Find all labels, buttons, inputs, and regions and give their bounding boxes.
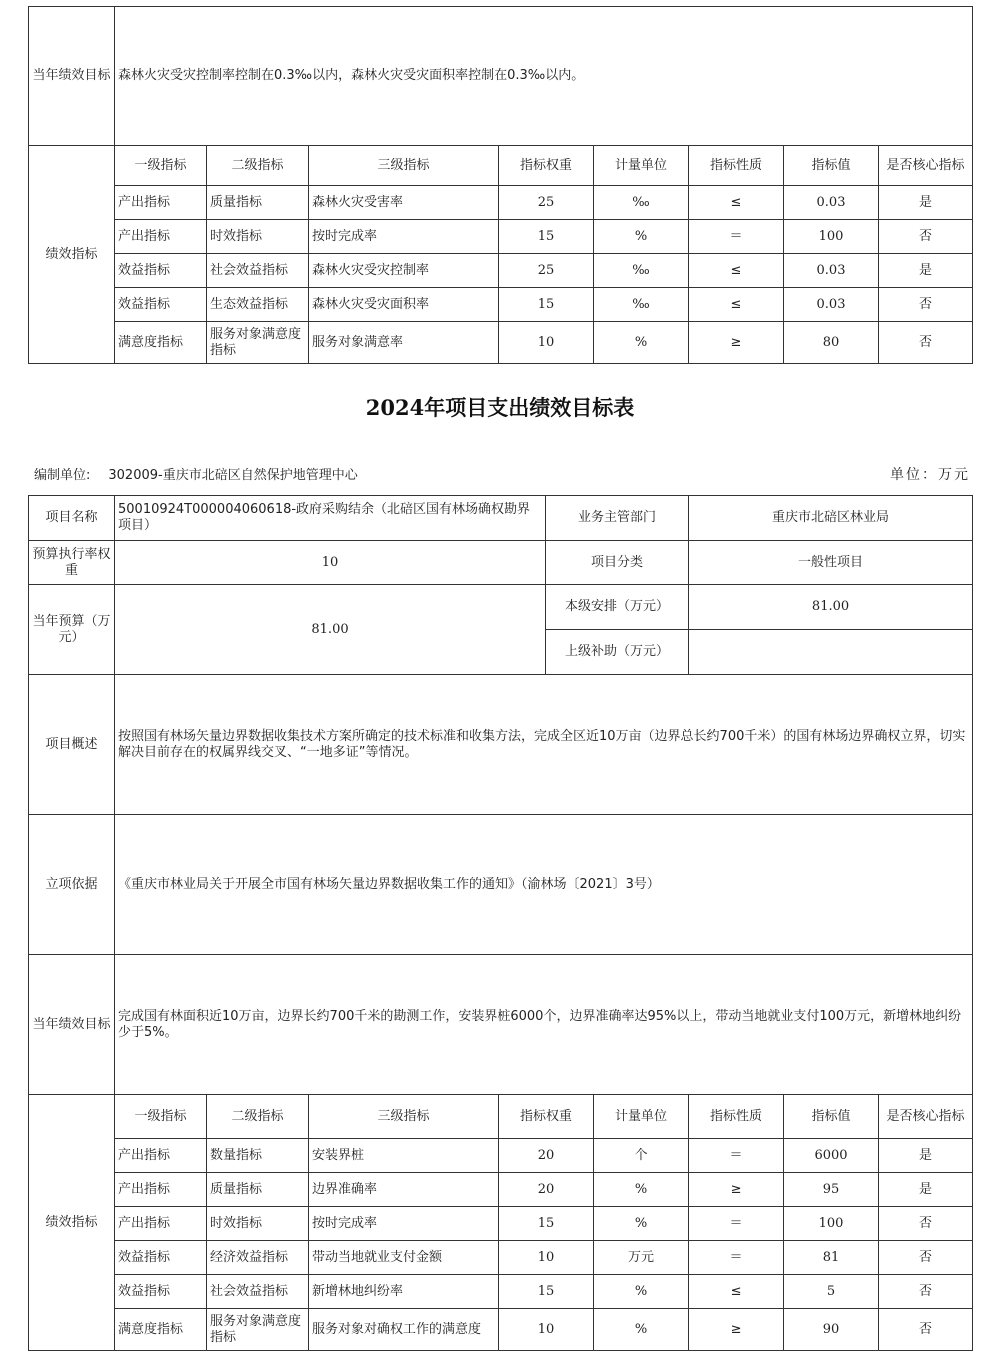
cell-nature: ≥	[689, 1309, 784, 1351]
cell-unit: 万元	[594, 1241, 689, 1275]
cell-level3: 森林火灾受灾控制率	[309, 254, 499, 288]
local-label: 本级安排（万元）	[546, 585, 689, 630]
cell-core: 否	[879, 1275, 973, 1309]
header-nature: 指标性质	[689, 146, 784, 186]
goal-label: 当年绩效目标	[29, 7, 115, 146]
header-unit: 计量单位	[594, 146, 689, 186]
cell-level3: 服务对象对确权工作的满意度	[309, 1309, 499, 1351]
dept-value: 重庆市北碚区林业局	[689, 496, 973, 541]
header-value: 指标值	[784, 146, 879, 186]
category-value: 一般性项目	[689, 541, 973, 585]
cell-nature: ≥	[689, 1173, 784, 1207]
table-row	[29, 322, 973, 364]
cell-core: 否	[879, 1207, 973, 1241]
cell-level2: 经济效益指标	[207, 1241, 309, 1275]
header-nature: 指标性质	[689, 1095, 784, 1139]
page-title: 2024年项目支出绩效目标表	[365, 395, 635, 420]
cell-level3: 按时完成率	[309, 220, 499, 254]
cell-level1: 效益指标	[115, 254, 207, 288]
header-level2: 二级指标	[207, 146, 309, 186]
project-table	[28, 495, 973, 1351]
table-row	[29, 186, 973, 220]
cell-core: 是	[879, 254, 973, 288]
org-value: 302009-重庆市北碚区自然保护地管理中心	[108, 468, 358, 483]
cell-unit: ‰	[594, 254, 689, 288]
cell-level1: 满意度指标	[115, 1309, 207, 1351]
cell-weight: 25	[499, 186, 594, 220]
cell-nature: ＝	[689, 1207, 784, 1241]
overview-label: 项目概述	[29, 675, 115, 815]
cell-level3: 森林火灾受灾面积率	[309, 288, 499, 322]
cell-core: 是	[879, 1173, 973, 1207]
cell-level3: 森林火灾受害率	[309, 186, 499, 220]
cell-value: 6000	[784, 1139, 879, 1173]
basis-label: 立项依据	[29, 815, 115, 955]
org-line	[34, 464, 358, 483]
table-row	[29, 220, 973, 254]
cell-level2: 数量指标	[207, 1139, 309, 1173]
cell-level3: 边界准确率	[309, 1173, 499, 1207]
cell-nature: ＝	[689, 220, 784, 254]
header-level3: 三级指标	[309, 146, 499, 186]
cell-value: 100	[784, 1207, 879, 1241]
cell-weight: 20	[499, 1173, 594, 1207]
cell-unit: %	[594, 1275, 689, 1309]
cell-level3: 带动当地就业支付金额	[309, 1241, 499, 1275]
cell-unit: %	[594, 220, 689, 254]
org-label: 编制单位:	[34, 468, 91, 483]
cell-level2: 社会效益指标	[207, 1275, 309, 1309]
cell-value: 0.03	[784, 288, 879, 322]
table-row	[29, 288, 973, 322]
cell-unit: %	[594, 1173, 689, 1207]
cell-nature: ≤	[689, 1275, 784, 1309]
cell-unit: 个	[594, 1139, 689, 1173]
cell-core: 否	[879, 322, 973, 364]
cell-weight: 15	[499, 1207, 594, 1241]
cell-weight: 15	[499, 220, 594, 254]
header-weight: 指标权重	[499, 146, 594, 186]
cell-level2: 质量指标	[207, 186, 309, 220]
cell-value: 90	[784, 1309, 879, 1351]
cell-core: 是	[879, 186, 973, 220]
cell-value: 80	[784, 322, 879, 364]
cell-level1: 效益指标	[115, 1275, 207, 1309]
cell-level1: 产出指标	[115, 1139, 207, 1173]
cell-nature: ≤	[689, 186, 784, 220]
cell-level1: 产出指标	[115, 186, 207, 220]
table-row	[29, 254, 973, 288]
header-level1: 一级指标	[115, 146, 207, 186]
cell-unit: %	[594, 1309, 689, 1351]
table-row	[29, 1241, 973, 1275]
upper-value	[689, 630, 973, 675]
cell-level1: 产出指标	[115, 220, 207, 254]
cell-level2: 时效指标	[207, 220, 309, 254]
cell-core: 否	[879, 1241, 973, 1275]
goal-text: 完成国有林面积近10万亩，边界长约700千米的勘测工作，安装界桩6000个，边界准确率达95%以上，带动当地就业支付100万元，新增林地纠纷少于5%。	[115, 955, 973, 1095]
table-row	[29, 1173, 973, 1207]
cell-level1: 效益指标	[115, 288, 207, 322]
project-name-label: 项目名称	[29, 496, 115, 541]
table-row	[29, 1139, 973, 1173]
cell-level3: 服务对象满意率	[309, 322, 499, 364]
cell-level2: 生态效益指标	[207, 288, 309, 322]
perf-label: 绩效指标	[29, 146, 115, 364]
cell-level3: 安装界桩	[309, 1139, 499, 1173]
cell-level1: 效益指标	[115, 1241, 207, 1275]
cell-value: 0.03	[784, 186, 879, 220]
cell-level1: 产出指标	[115, 1207, 207, 1241]
cell-value: 95	[784, 1173, 879, 1207]
weight-value: 10	[115, 541, 546, 585]
table-row	[29, 1275, 973, 1309]
local-value: 81.00	[689, 585, 973, 630]
cell-level2: 服务对象满意度指标	[207, 1309, 309, 1351]
cell-level1: 满意度指标	[115, 322, 207, 364]
cell-weight: 15	[499, 288, 594, 322]
perf-label: 绩效指标	[29, 1095, 115, 1351]
header-level2: 二级指标	[207, 1095, 309, 1139]
cell-value: 81	[784, 1241, 879, 1275]
goal-text: 森林火灾受灾控制率控制在0.3‰以内，森林火灾受灾面积率控制在0.3‰以内。	[115, 7, 973, 146]
header-value: 指标值	[784, 1095, 879, 1139]
cell-level2: 社会效益指标	[207, 254, 309, 288]
basis-text: 《重庆市林业局关于开展全市国有林场矢量边界数据收集工作的通知》（渝林场〔2021〕3号）	[115, 815, 973, 955]
cell-unit: ‰	[594, 186, 689, 220]
upper-label: 上级补助（万元）	[546, 630, 689, 675]
cell-nature: ＝	[689, 1241, 784, 1275]
table-row	[29, 1207, 973, 1241]
cell-value: 100	[784, 220, 879, 254]
cell-nature: ≤	[689, 254, 784, 288]
cell-weight: 10	[499, 1309, 594, 1351]
table-row	[29, 1309, 973, 1351]
project-name-value: 50010924T000004060618-政府采购结余（北碚区国有林场确权勘界项目）	[115, 496, 546, 541]
cell-level3: 按时完成率	[309, 1207, 499, 1241]
cell-value: 0.03	[784, 254, 879, 288]
cell-level1: 产出指标	[115, 1173, 207, 1207]
cell-weight: 20	[499, 1139, 594, 1173]
budget-value: 81.00	[115, 585, 546, 675]
cell-weight: 25	[499, 254, 594, 288]
weight-label: 预算执行率权重	[29, 541, 115, 585]
cell-core: 否	[879, 288, 973, 322]
cell-core: 否	[879, 220, 973, 254]
cell-weight: 10	[499, 322, 594, 364]
cell-unit: %	[594, 322, 689, 364]
cell-level2: 质量指标	[207, 1173, 309, 1207]
cell-unit: %	[594, 1207, 689, 1241]
header-weight: 指标权重	[499, 1095, 594, 1139]
cell-weight: 15	[499, 1275, 594, 1309]
goal-label: 当年绩效目标	[29, 955, 115, 1095]
cell-weight: 10	[499, 1241, 594, 1275]
prev-performance-table	[28, 6, 973, 364]
unit-label: 单位：万元	[890, 467, 970, 483]
header-core: 是否核心指标	[879, 146, 973, 186]
header-level1: 一级指标	[115, 1095, 207, 1139]
cell-nature: ＝	[689, 1139, 784, 1173]
cell-nature: ≥	[689, 322, 784, 364]
cell-unit: ‰	[594, 288, 689, 322]
cell-core: 是	[879, 1139, 973, 1173]
cell-core: 否	[879, 1309, 973, 1351]
header-core: 是否核心指标	[879, 1095, 973, 1139]
cell-nature: ≤	[689, 288, 784, 322]
overview-text: 按照国有林场矢量边界数据收集技术方案所确定的技术标准和收集方法，完成全区近10万亩（边界总长约700千米）的国有林场边界确权立界，切实解决目前存在的权属界线交叉、“一地多证”等情况。	[115, 675, 973, 815]
cell-level3: 新增林地纠纷率	[309, 1275, 499, 1309]
budget-label: 当年预算（万元）	[29, 585, 115, 675]
cell-level2: 时效指标	[207, 1207, 309, 1241]
header-unit: 计量单位	[594, 1095, 689, 1139]
cell-value: 5	[784, 1275, 879, 1309]
dept-label: 业务主管部门	[546, 496, 689, 541]
cell-level2: 服务对象满意度指标	[207, 322, 309, 364]
header-level3: 三级指标	[309, 1095, 499, 1139]
category-label: 项目分类	[546, 541, 689, 585]
